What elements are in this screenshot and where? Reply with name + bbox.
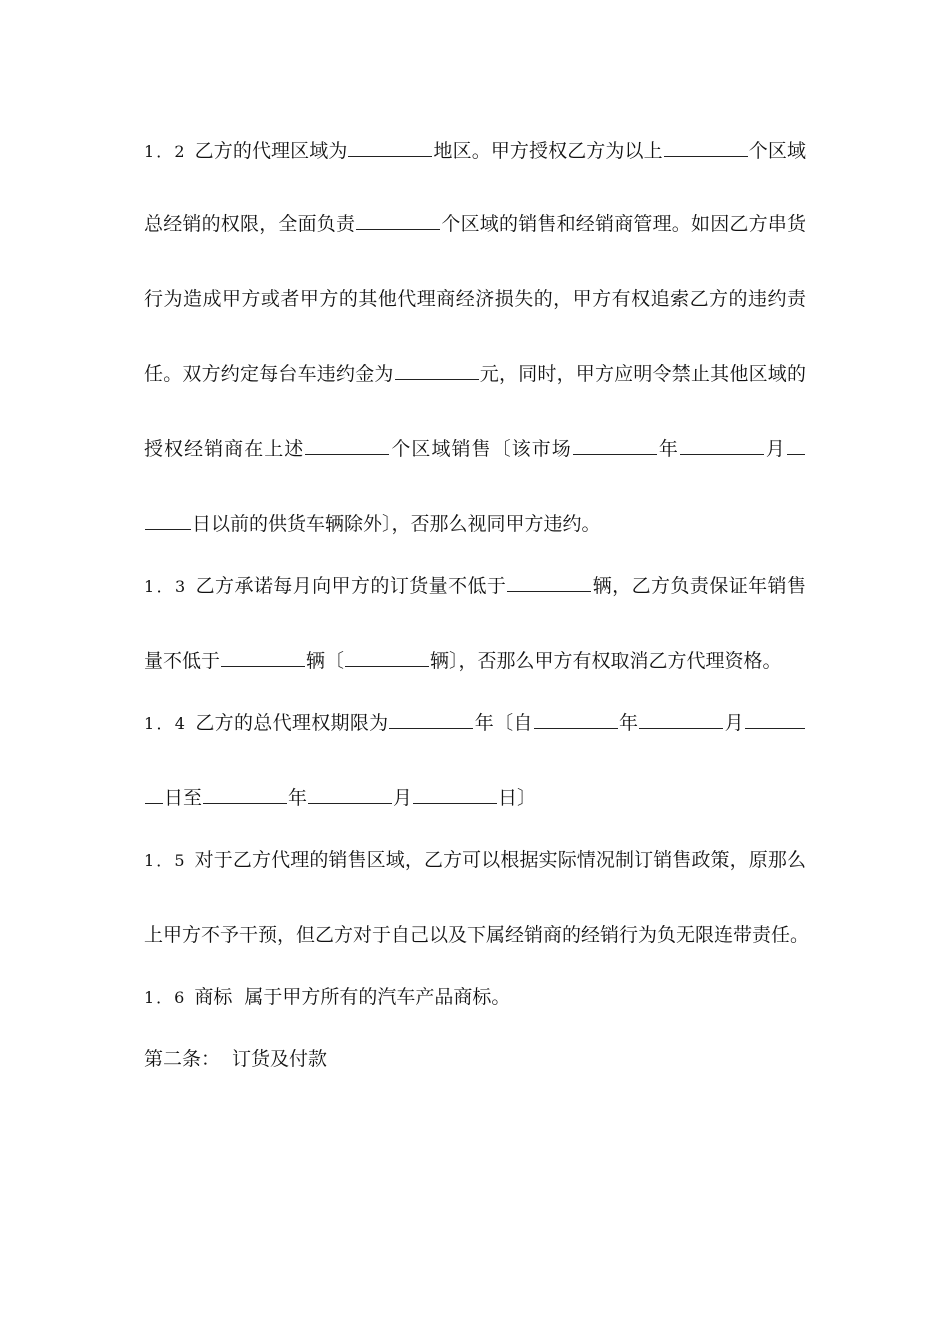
clause-1-5-line-2: 上甲方不予干预，但乙方对于自己以及下属经销商的经销行为负无限连带责任。 xyxy=(144,924,810,946)
text: 日至 xyxy=(164,787,203,809)
fill-blank[interactable] xyxy=(745,727,805,729)
text: 乙方的总代理权期限为 xyxy=(195,712,389,734)
text: 乙方的代理区域为 xyxy=(194,140,348,162)
clause-1-2-line-4 xyxy=(144,359,806,389)
article-label: 第二条： xyxy=(144,1048,221,1070)
fill-blank[interactable] xyxy=(203,802,287,804)
fill-blank[interactable] xyxy=(787,453,805,455)
clause-number: 1．4 xyxy=(144,714,187,733)
text: 个区域销售〔该市场 xyxy=(390,438,572,460)
fill-blank[interactable] xyxy=(356,228,440,230)
text: 总经销的权限，全面负责 xyxy=(144,213,356,235)
fill-blank[interactable] xyxy=(534,727,618,729)
clause-number: 1．3 xyxy=(144,577,188,596)
clause-1-4-line-1 xyxy=(144,708,806,738)
fill-blank[interactable] xyxy=(348,155,432,157)
fill-blank[interactable] xyxy=(507,590,591,592)
clause-1-2-line-6 xyxy=(144,509,806,539)
fill-blank[interactable] xyxy=(145,528,191,530)
clause-1-6-line-1 xyxy=(144,982,806,1012)
fill-blank[interactable] xyxy=(308,802,392,804)
text: 个区域的销售和经销商管理。如因乙方串货 xyxy=(441,213,806,235)
text: 辆〕，否那么甲方有权取消乙方代理资格。 xyxy=(430,650,782,672)
fill-blank[interactable] xyxy=(389,727,473,729)
clause-1-5-line-1 xyxy=(144,845,806,875)
text: 月 xyxy=(764,438,786,460)
text: 年 xyxy=(618,712,639,734)
clause-1-2-line-1 xyxy=(144,136,806,166)
text: 月 xyxy=(724,712,744,734)
text: 元，同时，甲方应明令禁止其他区域的 xyxy=(479,363,806,385)
text: 任。双方约定每台车违约金为 xyxy=(144,363,394,385)
text: 地区。甲方授权乙方为以上 xyxy=(433,140,663,162)
clause-number: 1．6 xyxy=(144,988,187,1007)
text: 属于甲方所有的汽车产品商标。 xyxy=(244,986,511,1008)
clause-1-2-line-5 xyxy=(144,434,806,464)
text: 辆〔 xyxy=(306,650,345,672)
text: 商标 xyxy=(194,986,233,1008)
fill-blank[interactable] xyxy=(573,453,657,455)
article-2-heading xyxy=(144,1044,806,1074)
text: 日〕 xyxy=(498,787,537,809)
fill-blank[interactable] xyxy=(145,802,163,804)
text: 辆，乙方负责保证年销售 xyxy=(592,575,806,597)
clause-1-2-line-2 xyxy=(144,209,806,239)
fill-blank[interactable] xyxy=(395,378,479,380)
fill-blank[interactable] xyxy=(221,665,305,667)
text: 对于乙方代理的销售区域，乙方可以根据实际情况制订销售政策，原那么 xyxy=(194,849,806,871)
text: 个区域 xyxy=(748,140,806,162)
clause-1-4-line-2 xyxy=(144,783,806,813)
text: 年 xyxy=(288,787,308,809)
text: 年〔自 xyxy=(474,712,533,734)
article-title: 订货及付款 xyxy=(232,1048,328,1070)
fill-blank[interactable] xyxy=(639,727,723,729)
text: 月 xyxy=(393,787,413,809)
text: 授权经销商在上述 xyxy=(144,438,305,460)
text: 年 xyxy=(657,438,679,460)
fill-blank[interactable] xyxy=(305,453,389,455)
clause-1-3-line-1 xyxy=(144,571,806,601)
clause-1-3-line-2 xyxy=(144,646,806,676)
fill-blank[interactable] xyxy=(664,155,748,157)
clause-1-2-line-3: 行为造成甲方或者甲方的其他代理商经济损失的，甲方有权追索乙方的违约责 xyxy=(144,288,806,310)
text: 乙方承诺每月向甲方的订货量不低于 xyxy=(195,575,507,597)
fill-blank[interactable] xyxy=(345,665,429,667)
text: 日以前的供货车辆除外〕，否那么视同甲方违约。 xyxy=(192,513,601,535)
clause-number: 1．2 xyxy=(144,142,187,161)
clause-number: 1．5 xyxy=(144,851,187,870)
text: 量不低于 xyxy=(144,650,221,672)
fill-blank[interactable] xyxy=(680,453,764,455)
fill-blank[interactable] xyxy=(413,802,497,804)
